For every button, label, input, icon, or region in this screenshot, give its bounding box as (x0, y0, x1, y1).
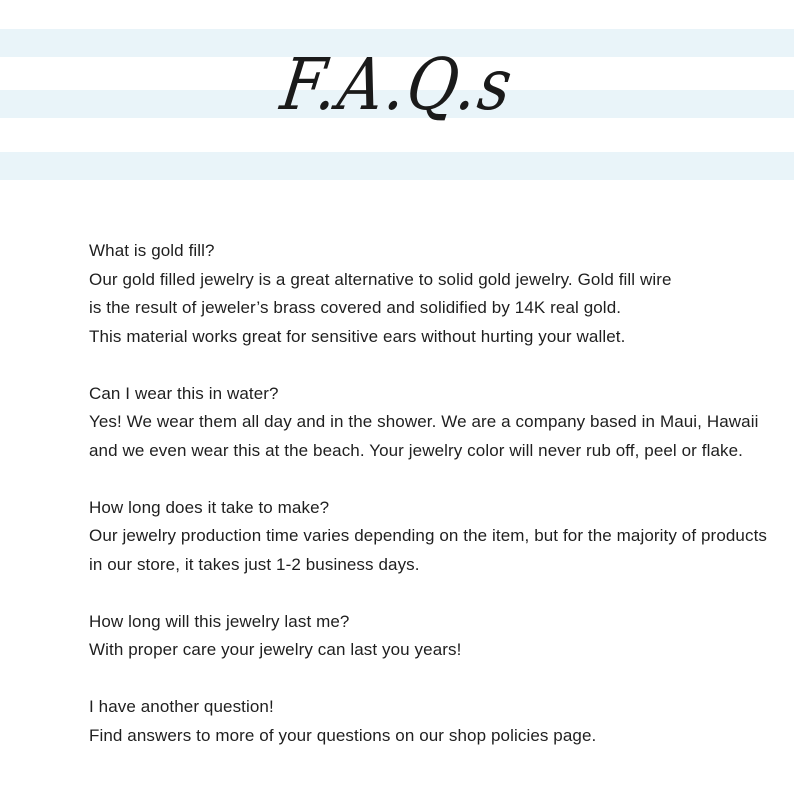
faq-answer-line: is the result of jeweler’s brass covered and solidified by 14K real gold. (89, 298, 622, 317)
faq-question: How long does it take to make? (89, 497, 330, 517)
faq-answer-line: and we even wear this at the beach. Your jewelry color will never rub off, peel or flake. (89, 440, 744, 460)
faq-question: I have another question! (89, 697, 274, 716)
faq-item (89, 494, 769, 580)
faq-answer-line: Yes! We wear them all day and in the shower. We are a company based in Maui, Hawaii (89, 412, 759, 431)
title-container (0, 42, 794, 127)
page-title: F.A.Q.s (275, 42, 519, 127)
faq-answer-line: in our store, it takes just 1-2 business days. (89, 554, 420, 574)
faq-item (89, 608, 769, 665)
faq-item (89, 237, 769, 351)
faq-answer-line: This material works great for sensitive ears without hurting your wallet. (89, 326, 626, 346)
faq-item (89, 693, 769, 750)
faq-question: What is gold fill? (89, 241, 215, 260)
faq-question: Can I wear this in water? (89, 383, 279, 403)
faq-answer-line: Find answers to more of your questions on our shop policies page. (89, 725, 597, 745)
faq-question: How long will this jewelry last me? (89, 611, 350, 631)
faq-answer-line: Our gold filled jewelry is a great alternative to solid gold jewelry. Gold fill wire (89, 269, 672, 289)
faq-item (89, 380, 769, 466)
faq-answer-line: Our jewelry production time varies depending on the item, but for the majority of products (89, 526, 768, 545)
faq-answer-line: With proper care your jewelry can last you years! (89, 640, 462, 659)
decorative-stripe (0, 152, 794, 180)
faq-list (89, 237, 769, 779)
